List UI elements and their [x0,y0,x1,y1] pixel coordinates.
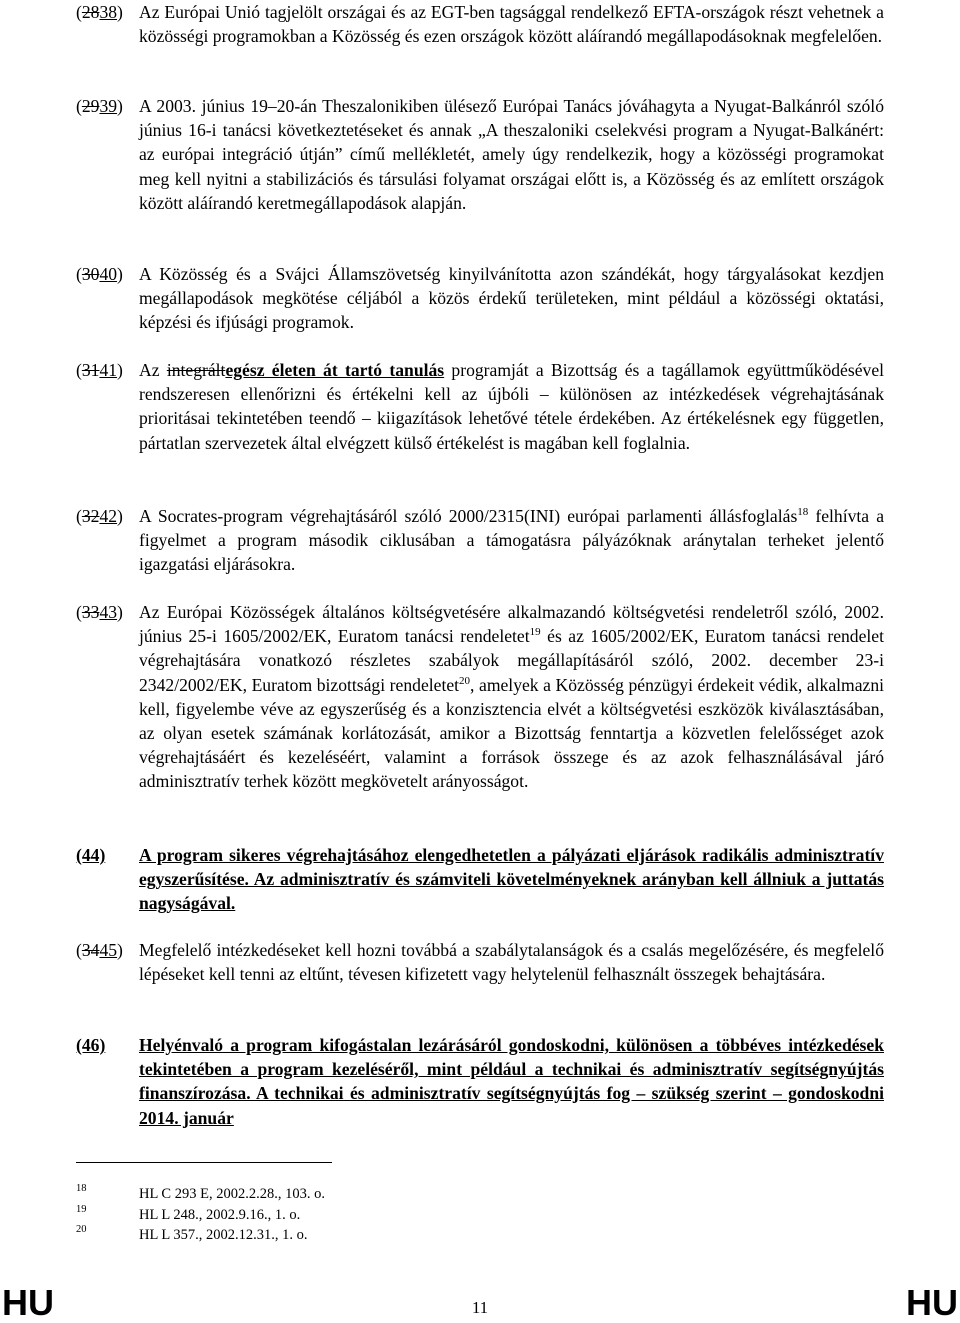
recital-text: Helyénvaló a program kifogástalan lezárásáról gondoskodni, különösen a többéves intézkedések tekintetében a program kezeléséről, mint például a technikai és adminisztratív segítségnyújtás finanszírozása. A technikai és adminisztratív segítségnyújtás fog – szükség szerint – gondoskodni 2014. január [139,1035,884,1128]
recital-text: A Socrates-program végrehajtásáról szóló 2000/2315(INI) európai parlamenti állásfoglalás$^{18}$ felhívta a figyelmet a program második ciklusában a támogatásra pályázóknak aránytalan terheket jelentő igazgatási eljárásokra. [139,506,885,575]
recital-40 [76,262,884,335]
footnote-ref: 18 [797,506,809,518]
recital-text: Megfelelő intézkedéseket kell hozni továbbá a szabálytalanságok és a csalás megelőzésére, és megfelelő lépéseket kell tenni az eltűnt, tévesen kifizetett vagy helytelenül felhasznált összegek behajtására. [139,940,884,985]
recital-text: Az Európai Unió tagjelölt országai és az EGT-ben tagsággal rendelkező EFTA-országok részt vehetnek a közösségi programokban a Közösség és ezen országok között aláírandó megállapodásoknak megfelelően. [139,2,884,47]
footnote-text: HL L 357., 2002.12.31., 1. o. [139,1227,308,1243]
footnote-separator [76,1162,332,1163]
inserted-text: egész életen át tartó tanulás [225,360,445,380]
footnote-mark: 19 [76,1204,87,1215]
language-code-left: HU [2,1282,54,1323]
recital-number: (3242) [76,506,123,526]
recital-number: (3141) [76,360,123,380]
recital-text: A Közösség és a Svájci Államszövetség kinyilvánította azon szándékát, hogy tárgyalásokat kezdjen megállapodások megkötése céljából a közös érdekű területeken, mint például a közösségi oktatási, képzési és ifjúsági programok. [139,264,884,333]
language-code-right: HU [906,1282,958,1323]
recital-number: (3445) [76,940,123,960]
recital-45 [76,938,884,986]
recital-text: A program sikeres végrehajtásához elengedhetetlen a pályázati eljárások radikális adminisztratív egyszerűsítése. Az adminisztratív és számviteli követelményeknek arányban kell állniuk a juttatás nagyságával. [139,845,884,914]
footnote-text: HL L 248., 2002.9.16., 1. o. [139,1207,301,1223]
recital-44 [76,843,884,916]
recital-41 [76,358,884,455]
footnote-mark: 18 [76,1183,87,1194]
recital-39 [76,94,884,215]
recital-46 [76,1033,884,1130]
recital-number: (2939) [76,96,123,116]
recital-42 [76,504,884,577]
recital-number: (46) [76,1035,106,1055]
recital-number: (3040) [76,264,123,284]
recital-number: (3343) [76,602,123,622]
footnote-ref: 20 [459,674,471,687]
recital-number: (44) [76,845,106,865]
page-number: 11 [471,1298,489,1317]
footnote-text: HL C 293 E, 2002.2.28., 103. o. [139,1186,325,1202]
footnote-ref: 19 [529,626,541,639]
deleted-text: integrált [166,360,226,380]
recital-text: A 2003. június 19–20-án Theszalonikiben ülésező Európai Tanács jóváhagyta a Nyugat-Balkánról szóló június 16-i tanácsi következtetéseket és annak „A theszaloniki cselekvési program a Nyugat-Balkánért: az európai integráció útján” című mellékletét, amely úgy rendelkezik, hogy a közösségi programokat meg kell nyitni a stabilizációs és társulási folyamat országai előtt is, a Közösség és az említett országok között aláírandó keretmegállapodások alapján. [139,96,884,213]
recital-text: Az Európai Közösségek általános költségvetésére alkalmazandó költségvetési rendeletről szóló, 2002. június 25-i 1605/2002/EK, Euratom tanácsi rendeletet$^{19}$ és az 1605/2002/EK, Euratom tanácsi rendelet végrehajtására vonatkozó részletes szabályok megállapításáról szóló, 2002. december 23-i 2342/2002/EK, Euratom bizottsági rendeletet$^{20}$, amelyek a Közösség pénzügyi érdekeit védik, alkalmazni kell, figyelembe véve az egyszerűség és a konzisztencia elvét a költségvetési eszközök kiválasztásában, az olyan esetek számának korlátozását, amikor a Bizottság fenntartja a közvetlen felelősséget azok végrehajtásáért és kezeléséért, valamint a források összege és az azok felhasználásával járó adminisztratív terhek között megkövetelt arányosságot. [139,602,885,792]
recital-number: (2838) [76,2,123,22]
recital-text: Az integráltegész életen át tartó tanulás programját a Bizottság és a tagállamok együttműködésével rendszeresen ellenőrizni és értékelni kell az újbóli – különösen az intézkedések végrehajtásának prioritásai tekintetében teendő – kiigazítások lehetővé tétele érdekében. Az értékelésnek egy független, pártatlan szervezetek által elvégzett külső értékelést is magában kell foglalnia. [139,360,885,453]
footnote-mark: 20 [76,1224,87,1235]
recital-43 [76,600,884,794]
recital-38 [76,0,884,48]
